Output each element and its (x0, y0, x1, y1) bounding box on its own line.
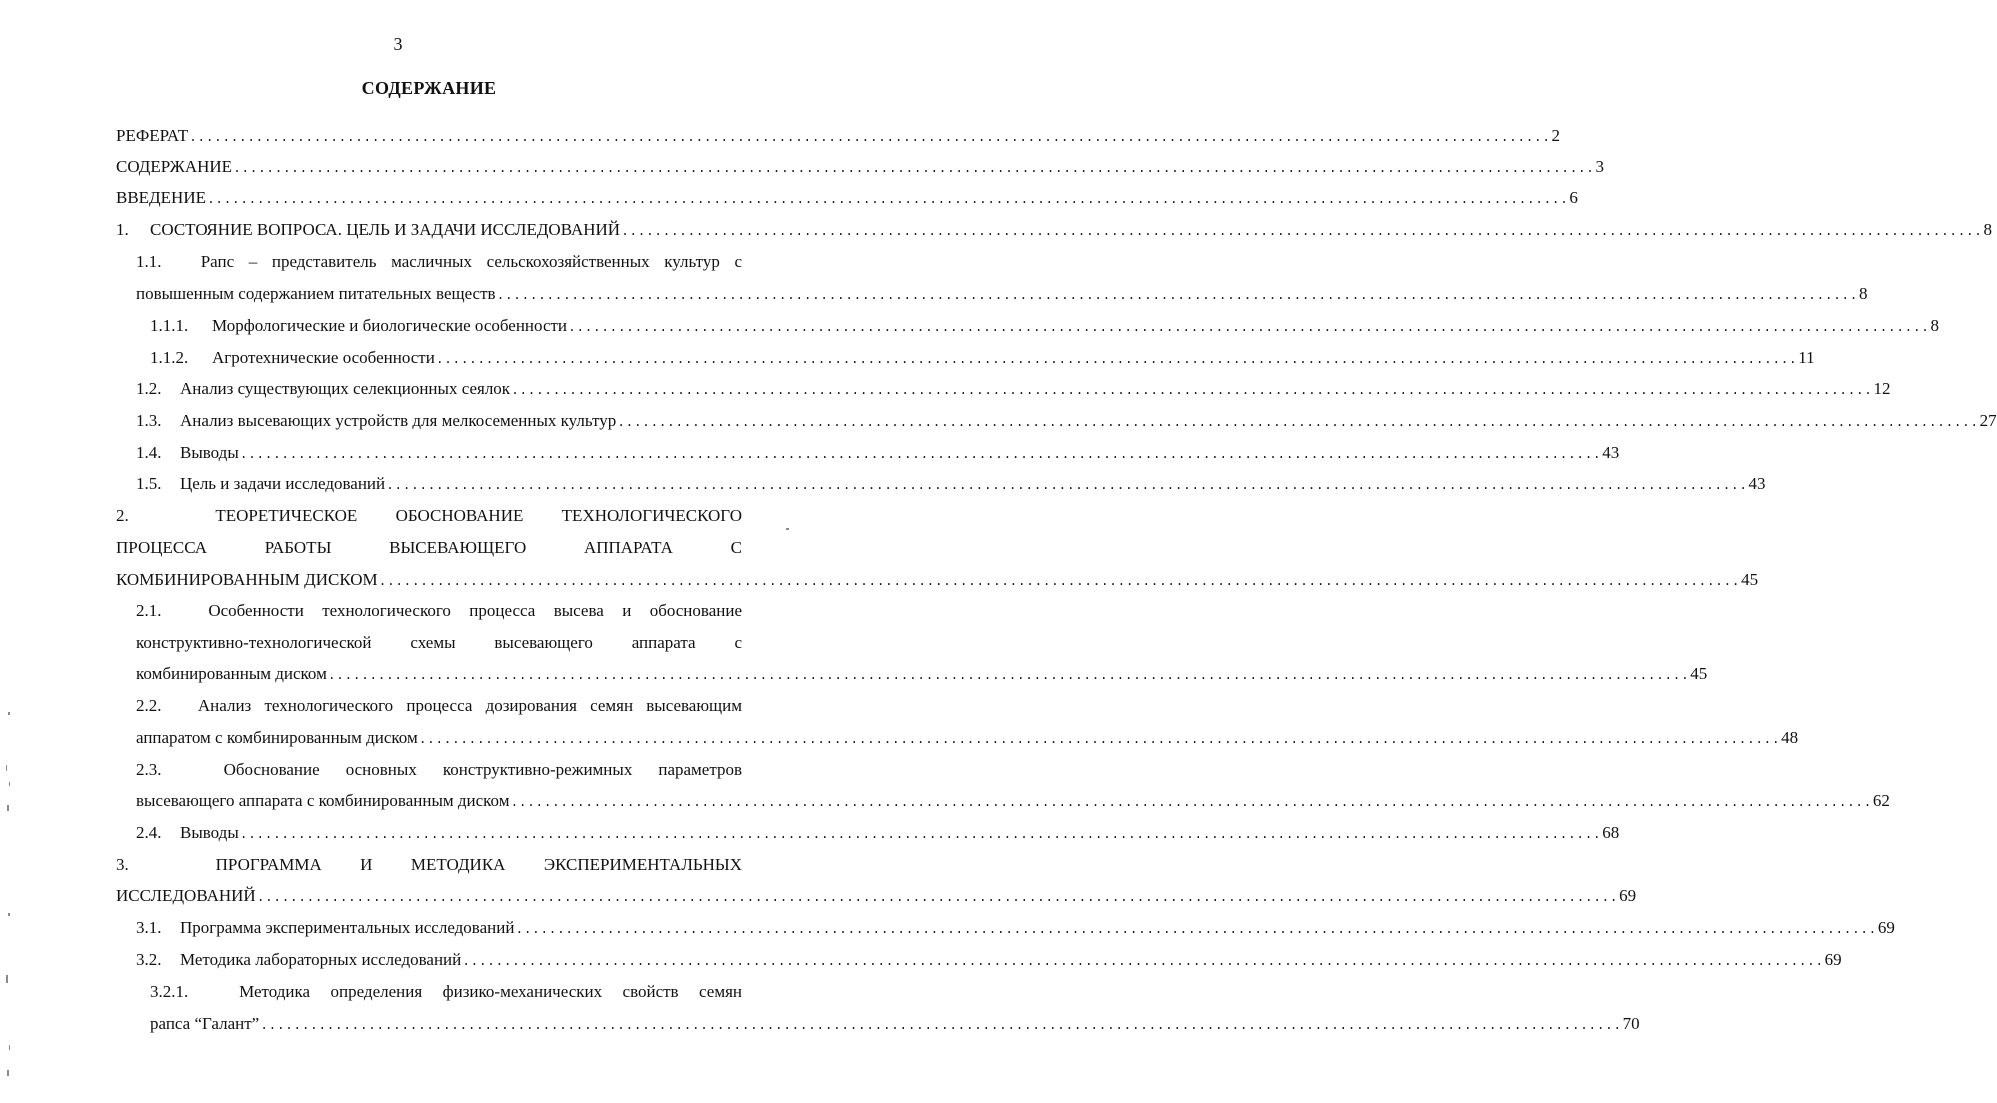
toc-leader-dots (621, 220, 1982, 244)
toc-entry-first-line[interactable] (116, 504, 742, 528)
toc-entry[interactable] (136, 948, 1842, 972)
toc-entry-title: СОДЕРЖАНИЕ (116, 157, 233, 176)
toc-leader-dots (386, 474, 1747, 498)
toc-entry-page: 68 (1602, 823, 1620, 842)
toc-entry-page: 45 (1741, 570, 1759, 589)
toc-entry[interactable] (116, 568, 1759, 592)
toc-entry-first-line[interactable] (136, 250, 742, 274)
toc-entry-number: 2. (116, 506, 129, 525)
toc-leader-dots (379, 570, 1740, 594)
toc-entry-page: 70 (1622, 1014, 1640, 1033)
toc-entry-number: 2.2. (136, 696, 162, 715)
toc-entry-number: 3.2.1. (150, 982, 189, 1001)
toc-entry-continuation-line[interactable] (116, 536, 742, 560)
toc-entry-title: Агротехнические особенности (212, 348, 435, 367)
toc-entry-title-line: Рапс – представитель масличных сельскохозяйственных культур с (200, 252, 742, 271)
toc-entry-title-line: Обоснование основных конструктивно-режимных параметров (223, 760, 743, 779)
toc-entry[interactable] (136, 821, 1620, 845)
toc-entry-page: 8 (1930, 316, 1939, 335)
toc-entry-page: 69 (1824, 950, 1842, 969)
toc-entry-first-line[interactable] (136, 694, 742, 718)
toc-entry-page: 2 (1551, 126, 1561, 145)
toc-entry-continuation-line[interactable] (136, 631, 742, 655)
toc-entry-title-line: ПРОЦЕССА РАБОТЫ ВЫСЕВАЮЩЕГО АППАРАТА С (116, 538, 742, 557)
toc-entry-number: 1.5. (136, 474, 162, 493)
toc-entry-title: ИССЛЕДОВАНИЙ (116, 886, 256, 905)
toc-entry-number: 2.1. (136, 601, 162, 620)
toc-entry[interactable] (136, 662, 1708, 686)
toc-leader-dots (568, 316, 1929, 340)
toc-entry-number: 1.3. (136, 411, 162, 430)
toc-leader-dots (240, 823, 1601, 847)
toc-entry-title-line: Анализ технологического процесса дозирования семян высевающим (197, 696, 742, 715)
page-number: 3 (393, 34, 403, 54)
toc-entry-title: аппаратом с комбинированным диском (136, 728, 418, 747)
toc-entry[interactable] (150, 346, 1815, 370)
toc-entry-page: 6 (1569, 188, 1578, 207)
toc-leader-dots (240, 443, 1601, 467)
toc-entry[interactable] (136, 789, 1890, 813)
toc-entry-title: Методика лабораторных исследований (180, 950, 462, 969)
toc-entry[interactable] (116, 186, 1578, 210)
toc-entry[interactable] (150, 1012, 1640, 1036)
toc-entry-number: 1.1.1. (150, 316, 189, 335)
toc-entry-number: 3. (116, 855, 129, 874)
toc-entry-title: Анализ высевающих устройств для мелкосеменных культур (180, 411, 617, 430)
toc-leader-dots (207, 188, 1568, 212)
toc-leader-dots (260, 1014, 1621, 1038)
toc-leader-dots (515, 918, 1876, 942)
toc-entry-page: 12 (1873, 379, 1891, 398)
toc-entry-page: 48 (1781, 728, 1799, 747)
toc-entry-title: высевающего аппарата с комбинированным диском (136, 791, 510, 810)
toc-entry[interactable] (136, 409, 1997, 433)
toc-entry[interactable] (136, 472, 1766, 496)
toc-entry-first-line[interactable] (136, 599, 742, 623)
toc-entry-title: Программа экспериментальных исследований (180, 918, 515, 937)
toc-entry-title: Выводы (180, 823, 239, 842)
toc-entry-title-line: ТЕОРЕТИЧЕСКОЕ ОБОСНОВАНИЕ ТЕХНОЛОГИЧЕСКОГО (215, 506, 742, 525)
toc-entry-number: 2.3. (136, 760, 162, 779)
toc-entry-title: КОМБИНИРОВАННЫМ ДИСКОМ (116, 570, 378, 589)
toc-entry-title: ВВЕДЕНИЕ (116, 188, 206, 207)
toc-leader-dots (233, 157, 1594, 181)
toc-entry-page: 11 (1798, 348, 1815, 367)
toc-leader-dots (328, 664, 1689, 688)
toc-entry-page: 45 (1690, 664, 1708, 683)
toc-entry-page: 3 (1595, 157, 1604, 176)
toc-leader-dots (436, 348, 1797, 372)
toc-entry[interactable] (116, 884, 1637, 908)
toc-leader-dots (462, 950, 1823, 974)
toc-entry-title: Выводы (180, 443, 239, 462)
toc-entry-page: 69 (1877, 918, 1895, 937)
toc-entry[interactable] (116, 155, 1604, 179)
toc-entry-title-line: Особенности технологического процесса высева и обоснование (208, 601, 742, 620)
toc-leader-dots (617, 411, 1978, 435)
toc-entry-page: 43 (1602, 443, 1620, 462)
toc-entry-title: Цель и задачи исследований (180, 474, 386, 493)
toc-entry-page: 43 (1748, 474, 1766, 493)
toc-leader-dots (419, 728, 1780, 752)
toc-entry-number: 1.4. (136, 443, 162, 462)
toc-leader-dots (511, 379, 1872, 403)
toc-entry-page: 8 (1858, 284, 1868, 303)
toc-entry[interactable] (136, 377, 1891, 401)
toc-entry-title: Морфологические и биологические особенности (212, 316, 568, 335)
toc-entry-first-line[interactable] (116, 853, 742, 877)
toc-entry[interactable] (116, 218, 1992, 242)
toc-entry-number: 1.1. (136, 252, 162, 271)
toc-entry-page: 8 (1983, 220, 1992, 239)
toc-entry-number: 3.2. (136, 950, 162, 969)
toc-entry-number: 1. (116, 220, 129, 239)
toc-entry-first-line[interactable] (150, 980, 742, 1004)
toc-entry-page: 27 (1979, 411, 1997, 430)
toc-entry[interactable] (136, 282, 1868, 306)
toc-entry-title: повышенным содержанием питательных веществ (136, 284, 496, 303)
toc-entry-title: Анализ существующих селекционных сеялок (180, 379, 511, 398)
toc-entry-title: СОСТОЯНИЕ ВОПРОСА. ЦЕЛЬ И ЗАДАЧИ ИССЛЕДОВАНИЙ (150, 220, 621, 239)
toc-entry-title: рапса “Галант” (150, 1014, 260, 1033)
toc-entry[interactable] (150, 314, 1939, 338)
toc-leader-dots (189, 126, 1550, 150)
toc-entry-title: РЕФЕРАТ (116, 126, 189, 145)
toc-entry-first-line[interactable] (136, 758, 742, 782)
toc-entry-title-line: Методика определения физико-механических свойств семян (239, 982, 742, 1001)
toc-entry-number: 1.1.2. (150, 348, 189, 367)
toc-entry-page: 62 (1872, 791, 1890, 810)
toc-entry[interactable] (136, 726, 1799, 750)
toc-entry[interactable] (116, 124, 1561, 148)
toc-entry-number: 3.1. (136, 918, 162, 937)
toc-entry[interactable] (136, 916, 1895, 940)
page-title: СОДЕРЖАНИЕ (361, 78, 497, 98)
toc-entry-number: 1.2. (136, 379, 162, 398)
toc-leader-dots (497, 284, 1858, 308)
toc-entry-title-line: конструктивно-технологической схемы высевающего аппарата с (136, 633, 742, 652)
toc-entry[interactable] (136, 441, 1620, 465)
toc-entry-number: 2.4. (136, 823, 162, 842)
toc-leader-dots (511, 791, 1872, 815)
toc-leader-dots (257, 886, 1618, 910)
toc-entry-title-line: ПРОГРАММА И МЕТОДИКА ЭКСПЕРИМЕНТАЛЬНЫХ (215, 855, 743, 874)
toc-entry-page: 69 (1619, 886, 1637, 905)
toc-entry-title: комбинированным диском (136, 664, 327, 683)
